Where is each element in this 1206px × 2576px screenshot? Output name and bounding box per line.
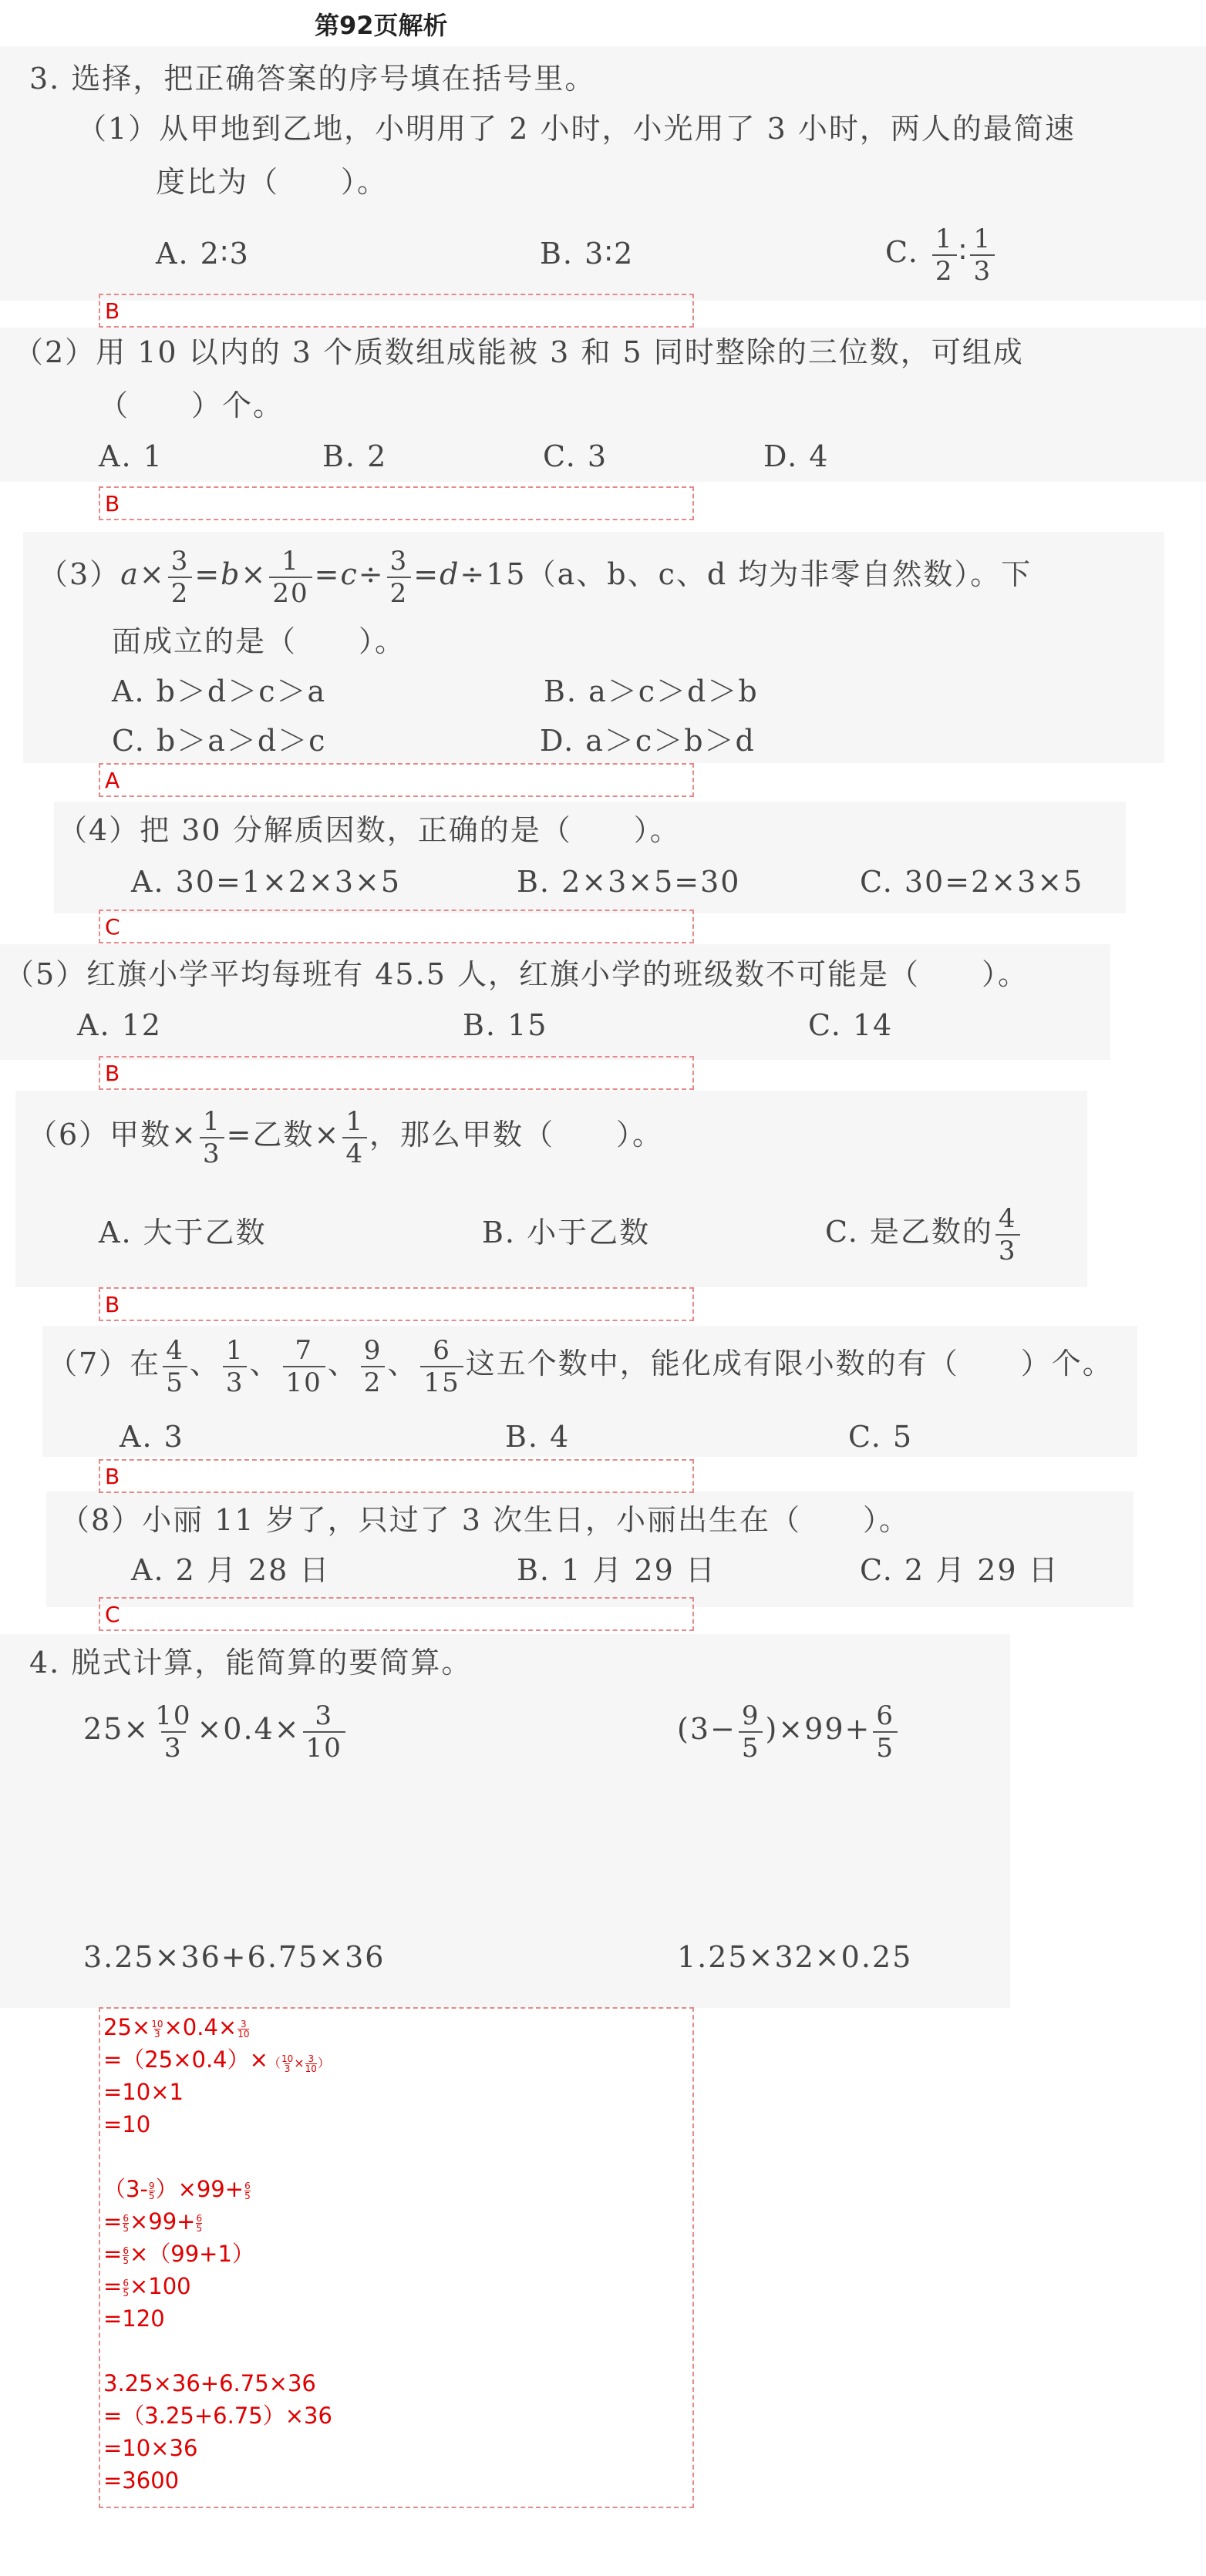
q3-option-a: A. b＞d＞c＞a xyxy=(112,674,327,708)
solution-line: = $\frac{6}{5}$ ×（99+1） xyxy=(103,2241,254,2267)
answer-box: A xyxy=(99,763,694,797)
expression-1: 25× $\frac{10}{3}$ ×0.4× $\frac{3}{10}$ xyxy=(83,1687,348,1771)
q7-stem: （7）在 $\frac{4}{5}$ 、 $\frac{1}{3}$ 、 $\frac{7}{10}$ 、 $\frac{9}{2}$ 、 $\frac{6}{15}$ 这五个数中，能化成有限小数的有（ ）个。 xyxy=(48,1334,1113,1398)
q5-option-c: C. 14 xyxy=(808,1008,894,1042)
q6-option-a: A. 大于乙数 xyxy=(99,1216,267,1249)
solution-line: （3- $\frac{9}{5}$ ）×99+ $\frac{6}{5}$ xyxy=(103,2176,251,2202)
fraction: $\frac{1}{3}$ xyxy=(970,226,995,284)
fraction: $\frac{1}{3}$ xyxy=(200,1108,224,1167)
answer-box: B xyxy=(99,1459,694,1493)
q6-option-b: B. 小于乙数 xyxy=(482,1216,651,1249)
question-3-heading: 3. 选择，把正确答案的序号填在括号里。 xyxy=(29,62,596,96)
fraction: $\frac{6}{15}$ xyxy=(420,1337,463,1396)
solution-line: = $\frac{6}{5}$ ×100 xyxy=(103,2273,191,2299)
fraction: $\frac{3}{2}$ xyxy=(168,548,193,607)
solution-line: = $\frac{6}{5}$ ×99+ $\frac{6}{5}$ xyxy=(103,2208,203,2235)
fraction: $\frac{10}{3}$ xyxy=(155,1700,192,1764)
q1-option-a: A. 2∶3 xyxy=(156,237,250,271)
q2-option-a: A. 1 xyxy=(99,439,163,473)
q8-option-b: B. 1 月 29 日 xyxy=(517,1553,716,1587)
expression-4: 1.25×32×0.25 xyxy=(677,1940,913,1974)
q8-option-c: C. 2 月 29 日 xyxy=(860,1553,1059,1587)
fraction: $\frac{9}{2}$ xyxy=(361,1337,386,1396)
q3-option-c: C. b＞a＞d＞c xyxy=(112,724,327,758)
q7-option-c: C. 5 xyxy=(848,1420,914,1454)
fraction: $\frac{4}{5}$ xyxy=(163,1337,187,1396)
q3-stem: （3）a× $\frac{3}{2}$ =b× $\frac{1}{20}$ =c÷ $\frac{3}{2}$ =d÷15（a、b、c、d 均为非零自然数）。下 xyxy=(39,545,1033,609)
q4-option-a: A. 30=1×2×3×5 xyxy=(131,865,402,899)
q2-stem-cont: （ ）个。 xyxy=(99,388,285,422)
fraction: $\frac{1}{3}$ xyxy=(223,1337,248,1396)
q4-option-b: B. 2×3×5=30 xyxy=(517,865,741,899)
answer-box: C xyxy=(99,910,694,943)
fraction: $\frac{4}{3}$ xyxy=(995,1206,1020,1264)
answer-box: B xyxy=(99,1056,694,1090)
solution-line: =（3.25+6.75）×36 xyxy=(103,2403,332,2429)
q8-option-a: A. 2 月 28 日 xyxy=(131,1553,331,1587)
q2-option-c: C. 3 xyxy=(543,439,608,473)
q3-option-d: D. a＞c＞b＞d xyxy=(540,724,756,758)
fraction: $\frac{1}{4}$ xyxy=(342,1108,367,1167)
q7-option-b: B. 4 xyxy=(505,1420,571,1454)
question-4-heading: 4. 脱式计算，能简算的要简算。 xyxy=(29,1646,473,1680)
fraction: $\frac{3}{10}$ xyxy=(303,1703,345,1761)
q5-stem: （5）红旗小学平均每班有 45.5 人，红旗小学的班级数不可能是（ ）。 xyxy=(5,957,1029,991)
q2-option-d: D. 4 xyxy=(763,439,830,473)
fraction: $\frac{1}{2}$ xyxy=(932,226,957,284)
q6-stem: （6）甲数× $\frac{1}{3}$ =乙数× $\frac{1}{4}$ ，那么甲数（ ）。 xyxy=(28,1105,664,1169)
q3-stem-cont: 面成立的是（ ）。 xyxy=(112,624,406,658)
q5-option-b: B. 15 xyxy=(463,1008,548,1042)
q8-stem: （8）小丽 11 岁了，只过了 3 次生日，小丽出生在（ ）。 xyxy=(60,1503,911,1537)
q1-stem-cont: 度比为（ ）。 xyxy=(156,165,389,199)
solution-line: =10×36 xyxy=(103,2435,198,2461)
q3-option-b: B. a＞c＞d＞b xyxy=(544,674,759,708)
solution-line: 3.25×36+6.75×36 xyxy=(103,2370,316,2396)
q5-option-a: A. 12 xyxy=(77,1008,162,1042)
fraction: $\frac{9}{5}$ xyxy=(739,1703,763,1761)
fraction: $\frac{3}{2}$ xyxy=(387,548,412,607)
answer-box: C xyxy=(99,1597,694,1631)
expression-3: 3.25×36+6.75×36 xyxy=(83,1940,386,1974)
q4-stem: （4）把 30 分解质因数，正确的是（ ）。 xyxy=(58,813,681,847)
q6-option-c: C. 是乙数的 $\frac{4}{3}$ xyxy=(825,1189,1022,1274)
answer-box: B xyxy=(99,294,694,328)
solution-line: =10×1 xyxy=(103,2079,184,2105)
q2-option-b: B. 2 xyxy=(322,439,388,473)
fraction: $\frac{7}{10}$ xyxy=(283,1337,325,1396)
q1-stem: （1）从甲地到乙地，小明用了 2 小时，小光用了 3 小时，两人的最简速 xyxy=(77,112,1076,146)
page-title: 第92页解析 xyxy=(315,11,448,40)
q2-stem: （2）用 10 以内的 3 个质数组成能被 3 和 5 同时整除的三位数，可组成 xyxy=(14,335,1024,369)
solution-line: 25× $\frac{10}{3}$ ×0.4× $\frac{3}{10}$ xyxy=(103,2014,250,2040)
answer-box: B xyxy=(99,486,694,520)
q7-option-a: A. 3 xyxy=(120,1420,184,1454)
q4-option-c: C. 30=2×3×5 xyxy=(860,865,1084,899)
q1-option-c: C. $\frac{1}{2}$ ∶ $\frac{1}{3}$ xyxy=(885,210,997,294)
fraction: $\frac{6}{5}$ xyxy=(873,1703,898,1761)
solution-line: =（25×0.4）×（ $\frac{10}{3}$ × $\frac{3}{10}$ ） xyxy=(103,2046,330,2074)
solution-line: =120 xyxy=(103,2305,165,2332)
fraction: $\frac{1}{20}$ xyxy=(269,548,312,607)
solution-line: =3600 xyxy=(103,2467,180,2494)
expression-2: (3− $\frac{9}{5}$ )×99+ $\frac{6}{5}$ xyxy=(677,1687,900,1771)
solution-line: =10 xyxy=(103,2111,151,2137)
solution-box xyxy=(99,2007,694,2508)
answer-box: B xyxy=(99,1287,694,1321)
q1-option-b: B. 3∶2 xyxy=(540,237,635,271)
